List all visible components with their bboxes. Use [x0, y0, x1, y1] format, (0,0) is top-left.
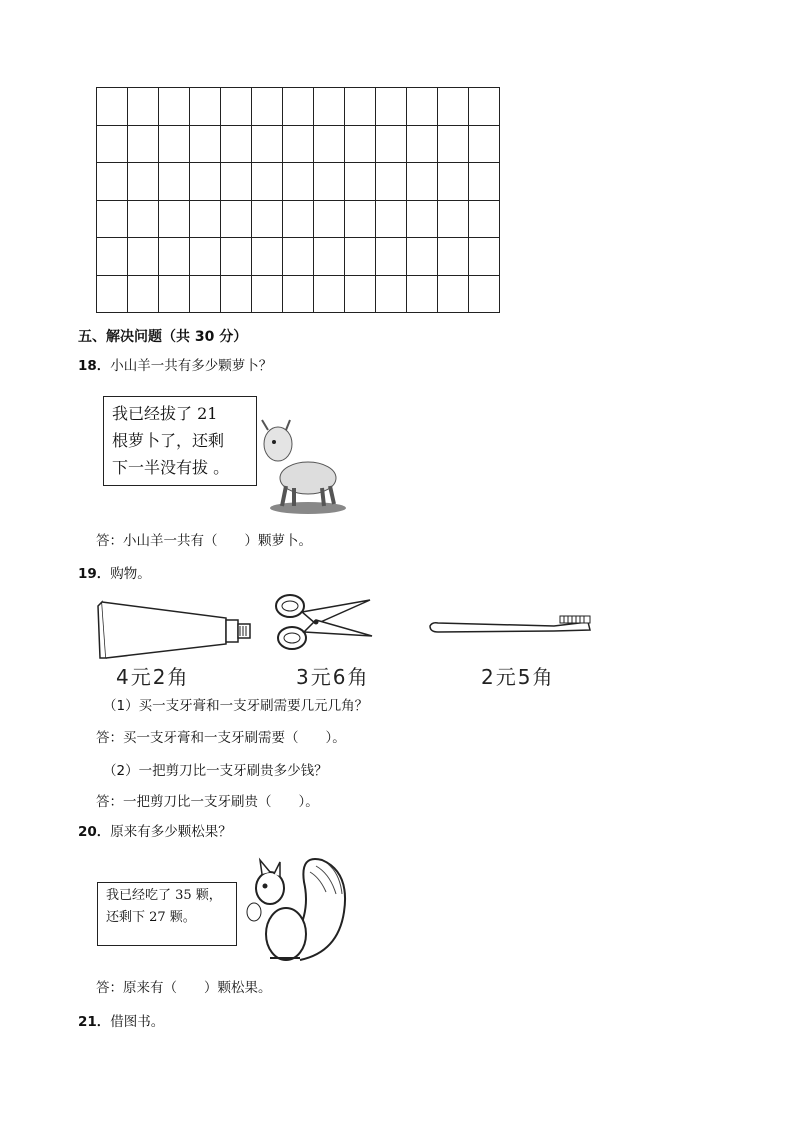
grid-cell	[283, 163, 314, 201]
sub-question-2: （2）一把剪刀比一支牙刷贵多少钱？	[103, 763, 328, 779]
grid-cell	[438, 238, 469, 276]
question-text: 原来有多少颗松果？	[110, 824, 232, 840]
grid-cell	[252, 163, 283, 201]
grid-cell	[314, 275, 345, 313]
grid-cell	[314, 88, 345, 126]
grid-cell	[407, 163, 438, 201]
grid-row	[97, 125, 500, 163]
grid-cell	[159, 238, 190, 276]
question-19	[78, 562, 151, 582]
grid-row	[97, 163, 500, 201]
grid-row	[97, 275, 500, 313]
grid-cell	[345, 238, 376, 276]
grid-cell	[314, 163, 345, 201]
grid-cell	[345, 163, 376, 201]
grid-cell	[190, 238, 221, 276]
grid-cell	[345, 88, 376, 126]
grid-cell	[190, 275, 221, 313]
grid-cell	[97, 88, 128, 126]
grid-cell	[345, 125, 376, 163]
grid-cell	[407, 238, 438, 276]
grid-cell	[376, 163, 407, 201]
grid-cell	[438, 200, 469, 238]
grid-cell	[221, 200, 252, 238]
grid-cell	[128, 275, 159, 313]
grid-cell	[97, 200, 128, 238]
grid-cell	[252, 275, 283, 313]
grid-cell	[438, 163, 469, 201]
grid-cell	[469, 88, 500, 126]
grid-cell	[221, 275, 252, 313]
grid-cell	[97, 238, 128, 276]
grid-cell	[97, 275, 128, 313]
price-toothpaste: 4元2角	[116, 665, 190, 689]
grid-cell	[252, 125, 283, 163]
grid-row	[97, 88, 500, 126]
grid-cell	[314, 200, 345, 238]
grid-cell	[314, 238, 345, 276]
grid-cell	[252, 88, 283, 126]
grid-cell	[128, 125, 159, 163]
speech-line: 下一半没有拔 。	[112, 458, 230, 477]
grid-cell	[469, 125, 500, 163]
grid-cell	[128, 163, 159, 201]
grid-cell	[159, 88, 190, 126]
grid-cell	[376, 275, 407, 313]
grid-cell	[221, 163, 252, 201]
question-number: 20．	[78, 824, 111, 840]
speech-line: 还剩下 27 颗。	[106, 910, 196, 925]
grid-cell	[190, 125, 221, 163]
grid-cell	[469, 275, 500, 313]
grid-row	[97, 238, 500, 276]
speech-line: 根萝卜了，还剩	[112, 431, 225, 450]
grid-cell	[159, 200, 190, 238]
grid-cell	[221, 238, 252, 276]
speech-line: 我已经吃了 35 颗，	[106, 888, 222, 903]
answer-line: 答：一把剪刀比一支牙刷贵（ ）。	[96, 794, 319, 810]
grid-cell	[128, 238, 159, 276]
grid-cell	[283, 238, 314, 276]
grid-cell	[376, 88, 407, 126]
sub-question-1: （1）买一支牙膏和一支牙刷需要几元几角？	[103, 698, 369, 714]
grid-cell	[252, 238, 283, 276]
grid-cell	[97, 163, 128, 201]
grid-cell	[190, 163, 221, 201]
grid-cell	[221, 125, 252, 163]
grid-row	[97, 200, 500, 238]
grid-cell	[438, 125, 469, 163]
speech-box	[103, 396, 257, 486]
grid-cell	[190, 88, 221, 126]
question-text: 借图书。	[110, 1014, 165, 1030]
grid-cell	[97, 125, 128, 163]
writing-grid	[96, 87, 500, 313]
grid-cell	[407, 125, 438, 163]
toothbrush-icon	[428, 614, 594, 638]
price-scissors: 3元6角	[296, 665, 370, 689]
price-toothbrush: 2元5角	[481, 665, 555, 689]
answer-line: 答：原来有（ ）颗松果。	[96, 980, 272, 996]
grid-cell	[128, 200, 159, 238]
question-20	[78, 820, 232, 840]
section-title: 五、解决问题（共 30 分）	[78, 329, 248, 345]
answer-line: 答：小山羊一共有（ ）颗萝卜。	[96, 533, 312, 549]
grid-cell	[438, 275, 469, 313]
squirrel-icon	[240, 852, 360, 970]
grid-cell	[283, 200, 314, 238]
grid-cell	[469, 238, 500, 276]
grid-cell	[159, 275, 190, 313]
grid-cell	[252, 200, 283, 238]
grid-cell	[407, 88, 438, 126]
grid-cell	[221, 88, 252, 126]
grid-cell	[283, 88, 314, 126]
grid-cell	[128, 88, 159, 126]
goat-icon	[258, 416, 348, 516]
grid-cell	[376, 238, 407, 276]
grid-cell	[469, 200, 500, 238]
grid-cell	[283, 125, 314, 163]
grid-cell	[376, 200, 407, 238]
grid-cell	[159, 125, 190, 163]
speech-line: 我已经拔了 21	[112, 404, 218, 423]
question-number: 19．	[78, 566, 111, 582]
scissors-icon	[272, 592, 374, 656]
grid-cell	[190, 200, 221, 238]
question-21	[78, 1010, 164, 1030]
grid-cell	[314, 125, 345, 163]
question-number: 21．	[78, 1014, 111, 1030]
question-text: 小山羊一共有多少颗萝卜？	[110, 358, 273, 374]
grid-cell	[283, 275, 314, 313]
grid-cell	[345, 275, 376, 313]
speech-box	[97, 882, 237, 946]
grid-cell	[407, 200, 438, 238]
grid-cell	[438, 88, 469, 126]
question-text: 购物。	[110, 566, 151, 582]
question-18	[78, 354, 272, 374]
grid-cell	[376, 125, 407, 163]
grid-cell	[345, 200, 376, 238]
toothpaste-icon	[96, 600, 252, 662]
answer-line: 答：买一支牙膏和一支牙刷需要（ ）。	[96, 730, 346, 746]
question-number: 18．	[78, 358, 111, 374]
grid-cell	[469, 163, 500, 201]
grid-cell	[407, 275, 438, 313]
grid-cell	[159, 163, 190, 201]
